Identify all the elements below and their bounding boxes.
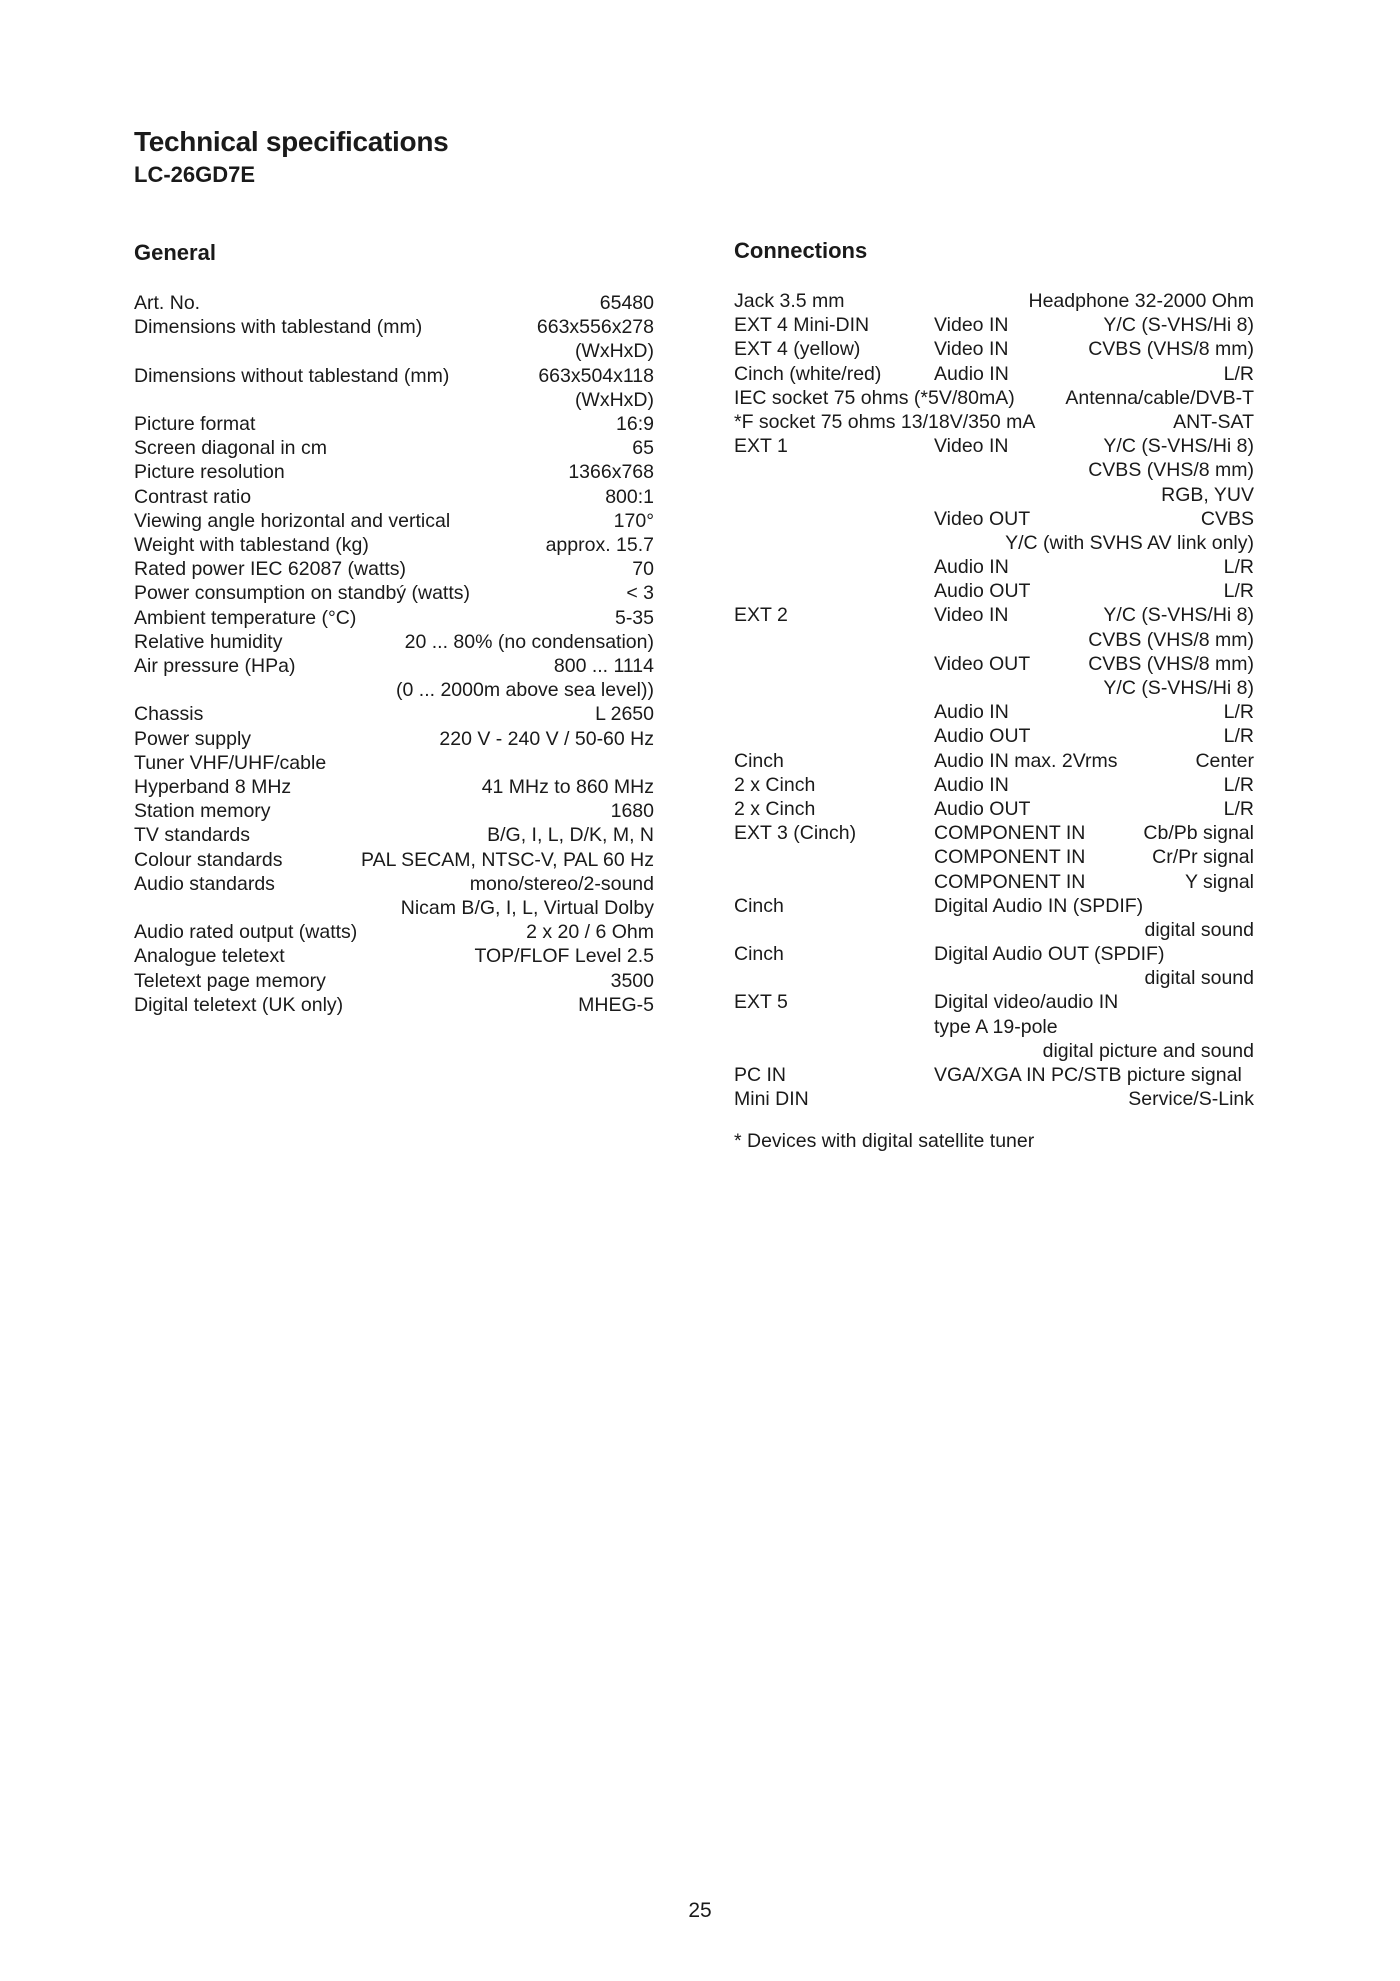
connection-type: Digital Audio OUT (SPDIF) [934, 943, 1165, 966]
connection-row [734, 870, 1254, 894]
spec-value: 1680 [610, 800, 654, 823]
connection-row [734, 555, 1254, 579]
connection-type: Audio IN [934, 773, 1009, 796]
connection-port: EXT 5 [734, 991, 788, 1014]
connection-signal: Y/C (S-VHS/Hi 8) [1103, 435, 1254, 458]
general-spec-row [134, 339, 654, 363]
spec-value: Nicam B/G, I, L, Virtual Dolby [400, 897, 654, 920]
connection-type: COMPONENT IN [934, 870, 1086, 893]
connection-signal: Cb/Pb signal [1143, 822, 1254, 845]
connection-type: COMPONENT IN [934, 846, 1086, 869]
general-spec-row [134, 436, 654, 460]
spec-value: 663x556x278 [536, 316, 654, 339]
connection-signal: L/R [1223, 797, 1254, 820]
connection-signal: L/R [1223, 701, 1254, 724]
connection-row [734, 652, 1254, 676]
spec-value: 65480 [599, 292, 654, 314]
connection-signal: Y signal [1184, 870, 1254, 893]
general-spec-row [134, 388, 654, 412]
spec-value: L 2650 [595, 703, 654, 726]
connection-signal: L/R [1223, 362, 1254, 385]
spec-label: TV standards [134, 824, 250, 847]
spec-label: Teletext page memory [134, 969, 326, 992]
connection-type: Digital video/audio IN [934, 991, 1119, 1014]
connection-type: Video IN [934, 435, 1009, 458]
spec-value: 65 [632, 437, 654, 460]
connections-heading: Connections [734, 238, 868, 263]
general-spec-row [134, 823, 654, 847]
connection-type: Audio IN [934, 362, 1009, 385]
spec-label: Analogue teletext [134, 945, 285, 968]
spec-label: Power consumption on standbý (watts) [134, 582, 470, 605]
spec-label: Audio standards [134, 872, 275, 895]
connection-signal: CVBS [1200, 507, 1254, 530]
general-spec-row [134, 678, 654, 702]
connection-signal: CVBS (VHS/8 mm) [1088, 338, 1254, 361]
connection-signal: Service/S-Link [1128, 1088, 1254, 1111]
general-spec-row [134, 485, 654, 509]
connection-signal: ANT-SAT [1173, 410, 1254, 433]
spec-label: Power supply [134, 727, 252, 750]
connection-signal: digital sound [1144, 918, 1254, 941]
connection-type: Audio IN [934, 556, 1009, 579]
connection-row [734, 724, 1254, 748]
connection-row [734, 289, 1254, 313]
connection-row [734, 458, 1254, 482]
spec-value: MHEG-5 [578, 993, 654, 1016]
connection-port: IEC socket 75 ohms (*5V/80mA) [734, 386, 1015, 409]
connection-type: Video OUT [934, 507, 1031, 530]
spec-label: Art. No. [134, 292, 201, 314]
connection-port: 2 x Cinch [734, 797, 816, 820]
spec-label: Air pressure (HPa) [134, 655, 296, 678]
connection-row [734, 821, 1254, 845]
spec-label: Station memory [134, 800, 271, 823]
connection-row [734, 410, 1254, 434]
connection-row [734, 918, 1254, 942]
spec-label: Relative humidity [134, 630, 283, 653]
spec-label: Hyperband 8 MHz [134, 776, 292, 799]
spec-value: 800 ... 1114 [553, 655, 654, 678]
connection-type: type A 19-pole [934, 1015, 1058, 1038]
general-spec-row [134, 993, 654, 1017]
connection-row [734, 483, 1254, 507]
connection-type: VGA/XGA IN PC/STB picture signal [934, 1064, 1242, 1086]
spec-label: Tuner VHF/UHF/cable [134, 751, 327, 774]
spec-label: Contrast ratio [134, 485, 252, 508]
connection-type: Video IN [934, 338, 1009, 361]
connection-port: *F socket 75 ohms 13/18V/350 mA [734, 410, 1036, 433]
connection-signal: Headphone 32-2000 Ohm [1028, 290, 1254, 312]
connection-row [734, 531, 1254, 555]
connection-row [734, 797, 1254, 821]
connection-row [734, 603, 1254, 627]
connection-signal: Y/C (S-VHS/Hi 8) [1103, 314, 1254, 337]
spec-value: 800:1 [605, 485, 654, 508]
connection-row [734, 749, 1254, 773]
connection-row [734, 1063, 1254, 1087]
spec-value: 663x504x118 [538, 364, 654, 387]
connection-row [734, 966, 1254, 990]
connection-port: Mini DIN [734, 1088, 809, 1111]
spec-label: Chassis [134, 703, 204, 726]
spec-value: approx. 15.7 [545, 534, 654, 557]
connection-port: EXT 2 [734, 604, 788, 627]
connection-port: 2 x Cinch [734, 773, 816, 796]
spec-value: mono/stereo/2-sound [469, 872, 654, 895]
general-spec-row [134, 944, 654, 968]
general-spec-row [134, 848, 654, 872]
connection-signal: RGB, YUV [1161, 483, 1254, 506]
spec-value: 170° [613, 509, 654, 532]
connection-row [734, 1015, 1254, 1039]
connection-signal: L/R [1223, 725, 1254, 748]
connection-row [734, 700, 1254, 724]
spec-value: (WxHxD) [574, 388, 654, 411]
general-spec-row [134, 533, 654, 557]
general-spec-row [134, 872, 654, 896]
connection-row [734, 434, 1254, 458]
connection-port: EXT 1 [734, 435, 788, 458]
general-spec-row [134, 509, 654, 533]
connection-type: Audio IN max. 2Vrms [934, 749, 1118, 772]
connection-port: Cinch [734, 943, 784, 966]
connection-row [734, 579, 1254, 603]
connection-signal: Cr/Pr signal [1152, 846, 1254, 869]
connection-signal: digital picture and sound [1042, 1039, 1254, 1062]
model-number: LC-26GD7E [134, 162, 256, 187]
connection-row [734, 313, 1254, 337]
connection-signal: Y/C (S-VHS/Hi 8) [1103, 677, 1254, 699]
general-spec-row [134, 920, 654, 944]
spec-label: Ambient temperature (°C) [134, 606, 357, 629]
connection-signal: Center [1195, 749, 1254, 772]
connection-row [734, 507, 1254, 531]
connection-signal: Y/C (with SVHS AV link only) [1005, 531, 1254, 554]
spec-label: Screen diagonal in cm [134, 437, 327, 460]
connection-signal: L/R [1223, 556, 1254, 579]
spec-label: Digital teletext (UK only) [134, 993, 344, 1016]
general-spec-row [134, 654, 654, 678]
general-spec-row [134, 291, 654, 315]
connection-type: Digital Audio IN (SPDIF) [934, 894, 1144, 917]
footnote: * Devices with digital satellite tuner [734, 1130, 1035, 1152]
spec-value: B/G, I, L, D/K, M, N [487, 824, 654, 847]
spec-value: 220 V - 240 V / 50-60 Hz [439, 727, 654, 750]
connection-row [734, 1039, 1254, 1063]
connection-row [734, 628, 1254, 652]
connection-row [734, 337, 1254, 361]
general-spec-row [134, 727, 654, 751]
connections-spec-list [734, 289, 1254, 1111]
spec-label: Viewing angle horizontal and vertical [134, 509, 451, 532]
connection-row [734, 386, 1254, 410]
general-spec-list [134, 291, 654, 1017]
spec-value: 2 x 20 / 6 Ohm [526, 921, 654, 944]
page-title: Technical specifications [134, 126, 449, 157]
spec-label: Dimensions without tablestand (mm) [134, 364, 450, 387]
spec-value: 3500 [610, 969, 654, 992]
general-spec-row [134, 412, 654, 436]
connection-type: Video IN [934, 314, 1009, 337]
connection-type: Audio IN [934, 701, 1009, 724]
connection-type: Audio OUT [934, 725, 1031, 748]
connection-row [734, 676, 1254, 700]
spec-label: Colour standards [134, 848, 283, 871]
connection-row [734, 845, 1254, 869]
connection-port: EXT 4 Mini-DIN [734, 314, 870, 337]
connection-signal: CVBS (VHS/8 mm) [1088, 652, 1254, 675]
connection-port: PC IN [734, 1064, 787, 1086]
connection-port: Cinch (white/red) [734, 362, 882, 385]
general-spec-row [134, 702, 654, 726]
general-spec-row [134, 775, 654, 799]
connection-port: Jack 3.5 mm [734, 290, 845, 312]
spec-label: Picture format [134, 413, 256, 436]
connection-type: COMPONENT IN [934, 822, 1086, 845]
spec-label: Picture resolution [134, 461, 285, 484]
spec-value: 70 [632, 558, 654, 581]
general-spec-row [134, 751, 654, 775]
connection-port: EXT 4 (yellow) [734, 338, 861, 361]
connection-type: Audio OUT [934, 797, 1031, 820]
connection-row [734, 1087, 1254, 1111]
spec-value: (WxHxD) [574, 340, 654, 363]
general-spec-row [134, 799, 654, 823]
page-number: 25 [688, 1899, 712, 1922]
spec-value: (0 ... 2000m above sea level)) [396, 679, 654, 702]
general-spec-row [134, 630, 654, 654]
general-spec-row [134, 896, 654, 920]
spec-value: 16:9 [616, 413, 654, 436]
spec-value: 20 ... 80% (no condensation) [404, 630, 654, 653]
general-spec-row [134, 460, 654, 484]
connection-port: EXT 3 (Cinch) [734, 822, 857, 845]
spec-value: < 3 [626, 582, 654, 605]
spec-label: Dimensions with tablestand (mm) [134, 316, 423, 339]
connection-signal: CVBS (VHS/8 mm) [1088, 459, 1254, 482]
general-spec-row [134, 606, 654, 630]
connection-row [734, 942, 1254, 966]
spec-label: Rated power IEC 62087 (watts) [134, 558, 407, 581]
spec-label: Weight with tablestand (kg) [134, 534, 369, 557]
general-heading: General [134, 240, 216, 265]
connection-row [734, 773, 1254, 797]
connection-row [734, 894, 1254, 918]
spec-value: 41 MHz to 860 MHz [481, 776, 654, 799]
connection-type: Video OUT [934, 652, 1031, 675]
spec-label: Audio rated output (watts) [134, 921, 358, 944]
connection-signal: L/R [1223, 580, 1254, 603]
general-spec-row [134, 315, 654, 339]
connection-signal: Y/C (S-VHS/Hi 8) [1103, 604, 1254, 627]
connection-signal: Antenna/cable/DVB-T [1065, 386, 1254, 409]
connection-signal: CVBS (VHS/8 mm) [1088, 628, 1254, 651]
connection-type: Video IN [934, 604, 1009, 627]
connection-row [734, 362, 1254, 386]
connection-type: Audio OUT [934, 580, 1031, 603]
connection-signal: digital sound [1144, 967, 1254, 990]
general-spec-row [134, 581, 654, 605]
spec-value: TOP/FLOF Level 2.5 [474, 945, 654, 968]
connection-signal: L/R [1223, 773, 1254, 796]
general-spec-row [134, 557, 654, 581]
general-spec-row [134, 969, 654, 993]
spec-value: PAL SECAM, NTSC-V, PAL 60 Hz [361, 848, 654, 871]
connection-port: Cinch [734, 894, 784, 917]
spec-value: 1366x768 [568, 461, 654, 484]
connection-port: Cinch [734, 749, 784, 772]
connection-row [734, 990, 1254, 1014]
general-spec-row [134, 364, 654, 388]
spec-value: 5-35 [614, 606, 654, 629]
